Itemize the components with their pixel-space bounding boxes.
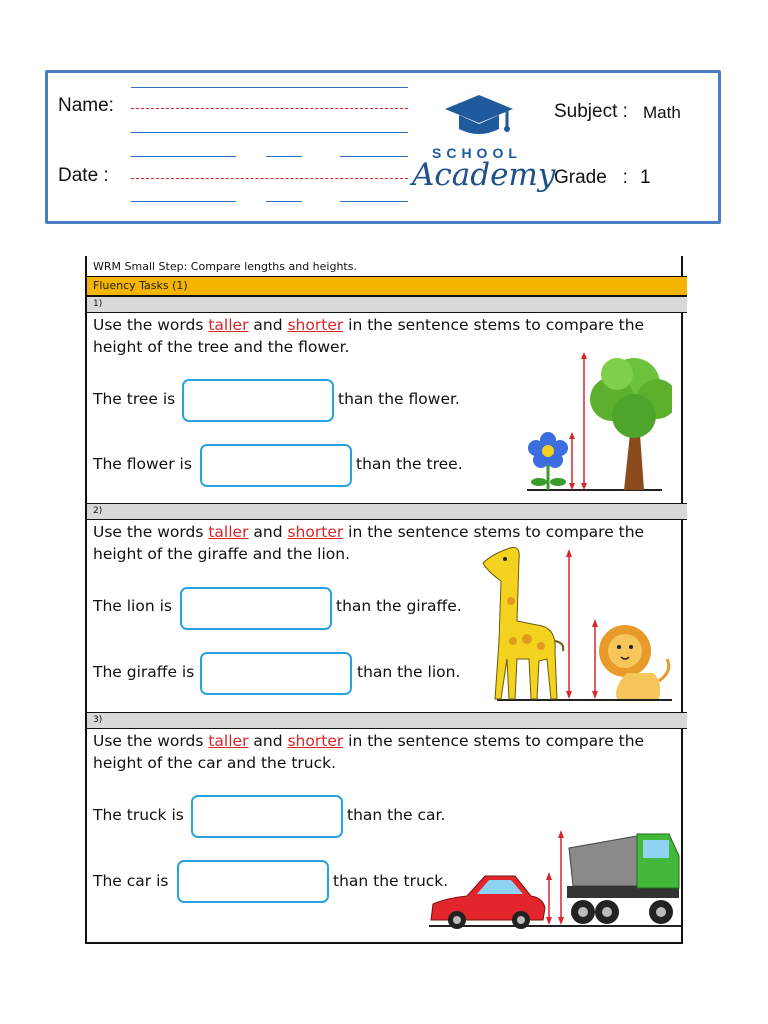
sentence-stem-end: than the truck. [333, 872, 449, 890]
sentence-stem-start: The lion is [93, 597, 172, 615]
instr-text: Use the words [93, 523, 209, 541]
name-field[interactable] [131, 108, 408, 109]
date-label: Date : [58, 165, 109, 186]
grade-value: 1 [640, 167, 651, 188]
tree-flower-illustration [522, 344, 672, 494]
grade-label: Grade : [554, 167, 628, 188]
instr-text: in the sentence stems to compare the height of the giraffe and the lion. [93, 523, 645, 563]
logo-academy-text: Academy [412, 157, 556, 193]
sentence-stem-end: than the car. [347, 806, 446, 824]
question-instruction [93, 730, 678, 774]
instr-text: and [248, 523, 288, 541]
instr-text: Use the words [93, 316, 209, 334]
giraffe-lion-illustration [477, 541, 677, 706]
small-step-title: WRM Small Step: Compare lengths and heights. [87, 258, 687, 277]
name-line-top [131, 87, 408, 88]
sentence-stem-end: than the giraffe. [336, 597, 462, 615]
answer-box[interactable] [191, 795, 343, 838]
word-shorter: shorter [287, 316, 344, 334]
date-line-top-1 [131, 156, 236, 157]
answer-box[interactable] [200, 444, 352, 487]
fluency-title: Fluency Tasks (1) [87, 277, 687, 296]
instr-text: and [248, 732, 288, 750]
sentence-stem-end: than the lion. [357, 663, 461, 681]
date-field[interactable] [131, 178, 408, 179]
word-shorter: shorter [287, 732, 344, 750]
answer-box[interactable] [200, 652, 352, 695]
subject-value: Math [643, 103, 681, 122]
question-number: 2) [87, 503, 687, 520]
word-taller: taller [208, 732, 249, 750]
instr-text: and [248, 316, 288, 334]
word-taller: taller [208, 523, 249, 541]
sentence-stem-start: The truck is [93, 806, 184, 824]
date-line-bottom-1 [131, 201, 236, 202]
sentence-stem-start: The flower is [93, 455, 192, 473]
instr-text: in the sentence stems to compare the height of the car and the truck. [93, 732, 645, 772]
date-line-top-3 [340, 156, 408, 157]
answer-box[interactable] [180, 587, 332, 630]
sentence-stem-end: than the flower. [338, 390, 460, 408]
word-taller: taller [208, 316, 249, 334]
instr-text: Use the words [93, 732, 209, 750]
answer-box[interactable] [182, 379, 334, 422]
instr-text: in the sentence stems to compare the height of the tree and the flower. [93, 316, 645, 356]
sentence-stem-start: The car is [93, 872, 169, 890]
name-line-bottom [131, 132, 408, 133]
name-label: Name: [58, 95, 114, 116]
header-box [45, 70, 721, 224]
worksheet [85, 256, 683, 944]
date-line-bottom-3 [340, 201, 408, 202]
question-number: 3) [87, 712, 687, 729]
word-shorter: shorter [287, 523, 344, 541]
graduation-cap-icon [443, 93, 515, 141]
date-line-top-2 [266, 156, 302, 157]
sentence-stem-start: The tree is [93, 390, 176, 408]
car-truck-illustration [427, 826, 683, 932]
answer-box[interactable] [177, 860, 329, 903]
logo-school-text: SCHOOL [432, 145, 522, 161]
date-line-bottom-2 [266, 201, 302, 202]
sentence-stem-start: The giraffe is [93, 663, 195, 681]
sentence-stem-end: than the tree. [356, 455, 463, 473]
question-number: 1) [87, 296, 687, 313]
subject-label: Subject : [554, 101, 628, 122]
